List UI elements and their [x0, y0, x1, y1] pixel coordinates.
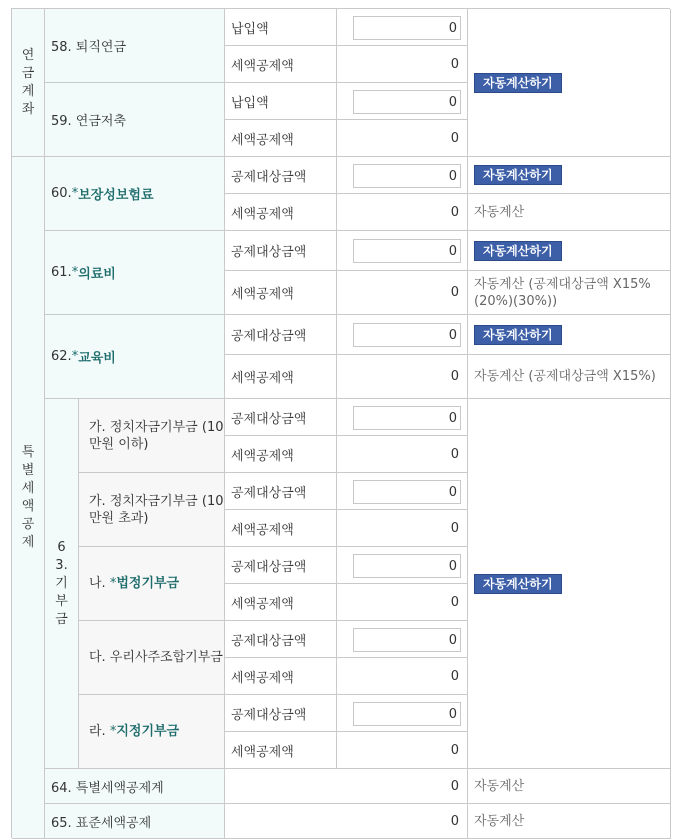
item-62-note: 자동계산 (공제대상금액 X15%)	[468, 355, 671, 399]
item-59-label-2: 세액공제액	[225, 120, 337, 157]
item-65-note: 자동계산	[468, 804, 671, 839]
item-60-auto-calc-button[interactable]: 자동계산하기	[474, 165, 562, 185]
donation-item-4-name: 다. 우리사주조합기부금	[79, 621, 225, 695]
item-64-value: 0	[225, 769, 468, 804]
item-59-name: 59. 연금저축	[45, 83, 225, 157]
donation-item-4-credit-value: 0	[337, 658, 468, 695]
item-60-button-cell	[468, 157, 671, 194]
item-61-label-2: 세액공제액	[225, 271, 337, 315]
item-61-amount-input[interactable]	[353, 239, 461, 263]
donation-item-3-credit-value: 0	[337, 584, 468, 621]
donation-item-5-name: 라. *지정기부금	[79, 695, 225, 769]
donation-item-4-amount-input[interactable]	[353, 628, 461, 652]
donation-item-2-credit-value: 0	[337, 510, 468, 547]
item-62-label-2: 세액공제액	[225, 355, 337, 399]
item-62-amount-input[interactable]	[353, 323, 461, 347]
donation-item-5-label-2: 세액공제액	[225, 732, 337, 769]
donation-item-2-amount-input[interactable]	[353, 480, 461, 504]
item-62-auto-calc-button[interactable]: 자동계산하기	[474, 325, 562, 345]
donation-item-2-name: 가. 정치자금기부금 (10만원 초과)	[79, 473, 225, 547]
donation-item-1-label-1: 공제대상금액	[225, 399, 337, 436]
item-61-name: 61. * 의료비	[45, 231, 225, 315]
item-65-value: 0	[225, 804, 468, 839]
item-61-auto-calc-button[interactable]: 자동계산하기	[474, 241, 562, 261]
donation-item-2-label-2: 세액공제액	[225, 510, 337, 547]
pension-auto-calc-button[interactable]: 자동계산하기	[474, 73, 562, 93]
category-special: 특별세액공제	[12, 157, 45, 839]
donation-item-3-name: 나. *법정기부금	[79, 547, 225, 621]
donation-calc-cell	[468, 399, 671, 769]
donation-item-4-label-1: 공제대상금액	[225, 621, 337, 658]
donation-item-5-credit-value: 0	[337, 732, 468, 769]
donation-item-1-credit-value: 0	[337, 436, 468, 473]
item-60-label-1: 공제대상금액	[225, 157, 337, 194]
item-58-payment-input[interactable]	[353, 16, 461, 40]
item-61-label-1: 공제대상금액	[225, 231, 337, 271]
item-58-label-1: 납입액	[225, 9, 337, 46]
item-62-credit-value: 0	[337, 355, 468, 399]
donation-item-5-amount-input[interactable]	[353, 702, 461, 726]
item-60-note: 자동계산	[468, 194, 671, 231]
item-60-name: 60. * 보장성보험료	[45, 157, 225, 231]
category-donation: 63. 기부금	[45, 399, 79, 769]
item-60-credit-value: 0	[337, 194, 468, 231]
donation-item-3-label-1: 공제대상금액	[225, 547, 337, 584]
item-64-note: 자동계산	[468, 769, 671, 804]
item-61-note: 자동계산 (공제대상금액 X15%(20%)(30%))	[468, 271, 671, 315]
item-58-credit-value: 0	[337, 46, 468, 83]
item-60-label-2: 세액공제액	[225, 194, 337, 231]
donation-item-1-name: 가. 정치자금기부금 (10만원 이하)	[79, 399, 225, 473]
donation-item-3-label-2: 세액공제액	[225, 584, 337, 621]
item-62-button-cell	[468, 315, 671, 355]
item-58-name: 58. 퇴직연금	[45, 9, 225, 83]
item-59-label-1: 납입액	[225, 83, 337, 120]
item-62-label-1: 공제대상금액	[225, 315, 337, 355]
donation-auto-calc-button[interactable]: 자동계산하기	[474, 574, 562, 594]
item-61-credit-value: 0	[337, 271, 468, 315]
category-pension: 연금계좌	[12, 9, 45, 157]
item-64-name: 64. 특별세액공제계	[45, 769, 225, 804]
donation-item-3-amount-input[interactable]	[353, 554, 461, 578]
item-65-name: 65. 표준세액공제	[45, 804, 225, 839]
donation-item-4-label-2: 세액공제액	[225, 658, 337, 695]
item-62-name: 62. * 교육비	[45, 315, 225, 399]
donation-item-2-label-1: 공제대상금액	[225, 473, 337, 510]
item-60-amount-input[interactable]	[353, 164, 461, 188]
tax-credit-table	[11, 8, 670, 838]
item-59-credit-value: 0	[337, 120, 468, 157]
item-59-payment-input[interactable]	[353, 90, 461, 114]
item-58-label-2: 세액공제액	[225, 46, 337, 83]
item-61-button-cell	[468, 231, 671, 271]
pension-calc-cell	[468, 9, 671, 157]
donation-item-1-label-2: 세액공제액	[225, 436, 337, 473]
donation-item-1-amount-input[interactable]	[353, 406, 461, 430]
donation-item-5-label-1: 공제대상금액	[225, 695, 337, 732]
